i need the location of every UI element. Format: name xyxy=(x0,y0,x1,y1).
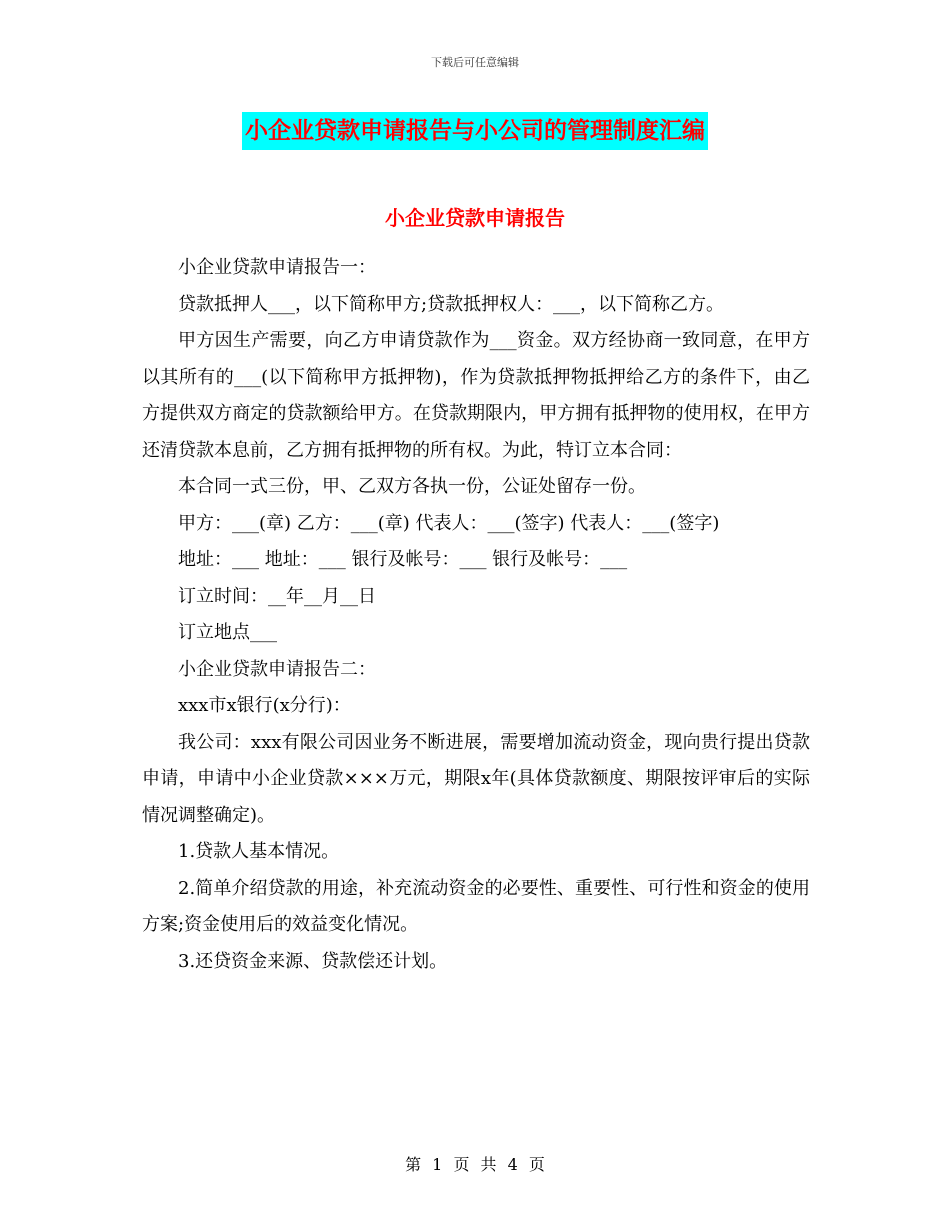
page-header-note: 下载后可任意编辑 xyxy=(431,56,519,69)
paragraph: 本合同一式三份，甲、乙双方各执一份，公证处留存一份。 xyxy=(178,476,646,497)
main-title-text: 小企业贷款申请报告与小公司的管理制度汇编 xyxy=(242,112,708,150)
document-main-title xyxy=(0,112,950,150)
paragraph: 小企业贷款申请报告二： xyxy=(178,658,376,680)
paragraph: 我公司：xxx有限公司因业务不断进展，需要增加流动资金，现向贵行提出贷款申请，申请中小企业贷款×××万元，期限x年(具体贷款额度、期限按评审后的实际情况调整确定)。 xyxy=(142,731,810,826)
paragraph: 3.还贷资金来源、贷款偿还计划。 xyxy=(178,950,448,972)
document-body xyxy=(142,250,810,980)
paragraph: 贷款抵押人___，以下简称甲方;贷款抵押权人：___，以下简称乙方。 xyxy=(178,293,725,315)
page-number-footer: 第 1 页 共 4 页 xyxy=(405,1155,545,1174)
paragraph: 1.贷款人基本情况。 xyxy=(178,841,340,862)
paragraph: 地址：___ 地址：___ 银行及帐号：___ 银行及帐号：___ xyxy=(178,549,628,570)
paragraph: 甲方因生产需要，向乙方申请贷款作为___资金。双方经协商一致同意，在甲方以其所有的___(以下简称甲方抵押物)，作为贷款抵押物抵押给乙方的条件下，由乙方提供双方商定的贷款额给甲方。在贷款期限内，甲方拥有抵押物的使用权，在甲方还清贷款本息前，乙方拥有抵押物的所有权。为此，特订立本合同： xyxy=(142,330,810,461)
section-title: 小企业贷款申请报告 xyxy=(385,206,565,230)
paragraph: 订立地点___ xyxy=(178,622,277,643)
paragraph: xxx市x银行(x分行)： xyxy=(178,695,351,716)
paragraph: 甲方：___(章) 乙方：___(章) 代表人：___(签字) 代表人：___(签字) xyxy=(178,512,720,534)
paragraph: 2.简单介绍贷款的用途，补充流动资金的必要性、重要性、可行性和资金的使用方案;资金使用后的效益变化情况。 xyxy=(142,877,810,935)
paragraph: 订立时间：__年__月__日 xyxy=(178,585,376,607)
paragraph: 小企业贷款申请报告一： xyxy=(178,257,376,278)
